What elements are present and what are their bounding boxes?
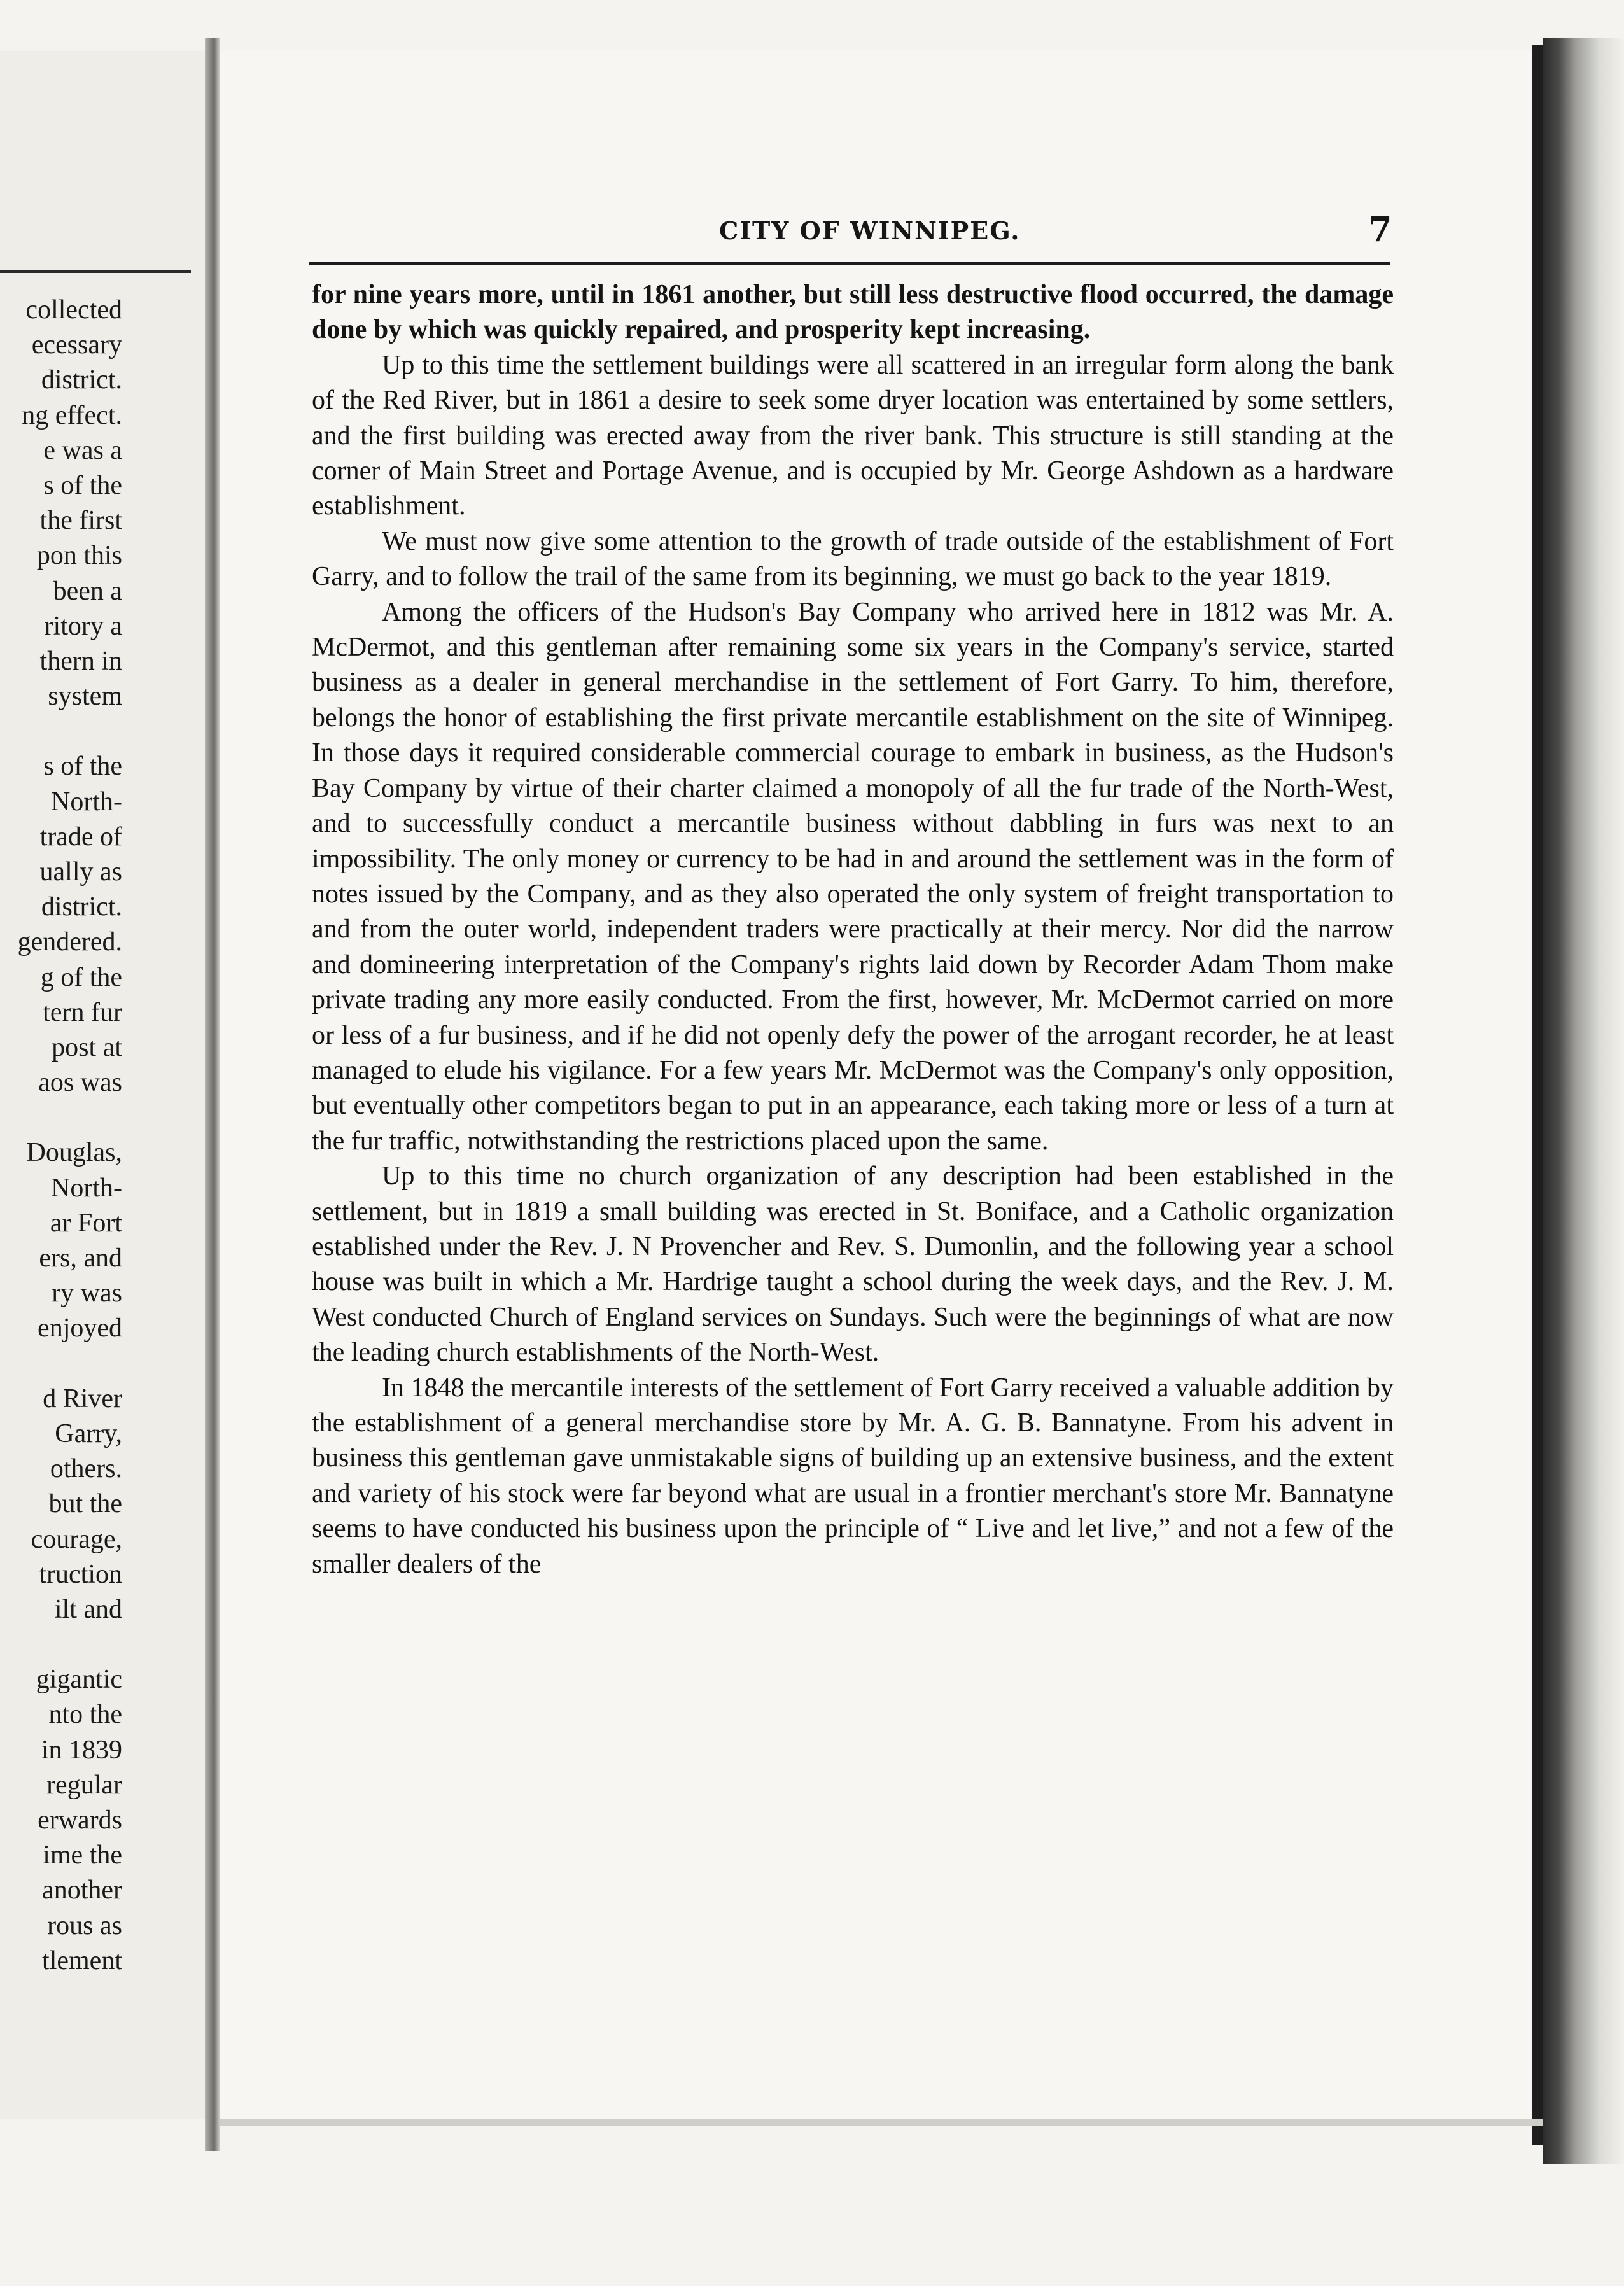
page-gutter-shadow [205, 38, 220, 2151]
previous-page-line: Douglas, [26, 1138, 122, 1168]
previous-page-text-fragments [0, 293, 122, 1979]
previous-page-line: d River [43, 1384, 122, 1413]
previous-page-line: district. [41, 365, 122, 395]
previous-page-line: nto the [48, 1700, 122, 1730]
previous-page-line: others. [50, 1454, 122, 1484]
previous-page-line: ecessary [31, 330, 122, 360]
previous-page-line: enjoyed [38, 1314, 122, 1343]
paragraph: Up to this time the settlement buildings were all scattered in an irregular form along the bank of the Red River, but in 1861 a desire to seek some dryer location was entertained by some settlers, and the first building was erected away from the river bank. This structure is still standing at the corner of Main Street and Portage Avenue, and is occupied by Mr. George Ashdown as a hardware establishment. [312, 350, 1394, 521]
previous-page-line: trade of [39, 822, 122, 852]
previous-page-line: truction [39, 1559, 122, 1589]
paragraph: Up to this time no church organization of any description had been established in the settlement, but in 1819 a small building was erected in St. Boniface, and a Catholic organization established under the Rev. J. N Provencher and Rev. S. Dumonlin, and the following year a school house was built in which a Mr. Hardrige taught a school during the week days, and the Rev. J. M. West conducted Church of England services on Sundays. Such were the beginnings of what are now the leading church establishments of the North-West. [312, 1161, 1394, 1368]
paragraph: Among the officers of the Hudson's Bay Company who arrived here in 1812 was Mr. A. McDermot, and this gentleman after remaining some six years in the Company's service, started business as a dealer in general merchandise in the settlement of Fort Garry. To him, therefore, belongs the honor of establishing the first private mercantile establishment on the site of Winnipeg. In those days it required considerable commercial courage to embark in business, as the Hudson's Bay Company by virtue of their charter claimed a monopoly of all the fur trade of the North-West, and to successfully conduct a mercantile business without dabbling in furs was next to an impossibility. The only money or currency to be had in and around the settlement was in the form of notes issued by the Company, and as they also operated the only system of freight transportation to and from the outer world, independent traders were practically at their mercy. Nor did the narrow and domineering interpretation of the Company's rights laid down by Recorder Adam Thom make private trading any more easily conducted. From the first, however, Mr. McDermot carried on more or less of a fur business, and if he did not openly defy the power of the arrogant recorder, he at least managed to elude his vigilance. For a few years Mr. McDermot was the Company's only opposition, but eventually other competitors began to put in an appearance, each taking more or less of a turn at the fur traffic, notwithstanding the restrictions placed upon the same. [312, 597, 1394, 1156]
previous-page-line: post at [52, 1033, 122, 1063]
page-bottom-shadow [220, 2119, 1543, 2126]
previous-page-line: g of the [40, 962, 122, 992]
body-text [312, 277, 1394, 1582]
previous-page-line: district. [41, 892, 122, 922]
previous-page-line [0, 1627, 122, 1662]
previous-page-line: s of the [43, 752, 122, 782]
previous-page-line: ritory a [44, 611, 122, 641]
previous-page-line: North- [51, 1173, 122, 1203]
previous-page-line: gigantic [36, 1665, 122, 1695]
previous-page-line: tern fur [43, 997, 122, 1027]
previous-page-strip [0, 51, 205, 2119]
previous-page-line: system [48, 682, 122, 712]
previous-page-line: ry was [52, 1279, 122, 1308]
previous-page-line: s of the [43, 471, 122, 501]
previous-page-line: collected [25, 295, 122, 325]
paragraph-continued: for nine years more, until in 1861 another, but still less destructive flood occurred, the damage done by which was quickly repaired, and prosperity kept increasing. [312, 280, 1394, 345]
next-page-edge [1543, 38, 1624, 2164]
previous-page-line [0, 1347, 122, 1382]
previous-page-line: courage, [31, 1524, 122, 1554]
previous-page-head-rule [0, 270, 191, 273]
previous-page-line: pon this [36, 541, 122, 571]
page-number: 7 [1368, 209, 1392, 249]
previous-page-line: gendered. [17, 927, 122, 957]
previous-page-line: regular [46, 1770, 122, 1800]
previous-page-line: ilt and [54, 1594, 122, 1624]
previous-page-line: tlement [42, 1946, 122, 1975]
previous-page-line: ually as [39, 857, 122, 887]
previous-page-line: ers, and [39, 1244, 122, 1273]
running-head: CITY OF WINNIPEG. [719, 216, 1021, 245]
previous-page-line: Garry, [55, 1419, 122, 1448]
previous-page-line: the first [39, 506, 122, 536]
previous-page-line [0, 714, 122, 749]
previous-page-line: e was a [43, 435, 122, 465]
previous-page-line: been a [53, 576, 122, 606]
previous-page-line: thern in [39, 647, 122, 677]
previous-page-line: ime the [43, 1841, 122, 1870]
previous-page-line: erwards [38, 1805, 122, 1835]
paragraph: In 1848 the mercantile interests of the settlement of Fort Garry received a valuable addition by the establishment of a general merchandise store by Mr. A. G. B. Bannatyne. From his advent in business this gentleman gave unmistakable signs of building up an extensive business, and the extent and variety of his stock were far beyond what are usual in a frontier merchant's store Mr. Bannatyne seems to have conducted his business upon the principle of “ Live and let live,” and not a few of the smaller dealers of the [312, 1373, 1394, 1579]
previous-page-line: ng effect. [22, 400, 122, 430]
previous-page-line: rous as [47, 1911, 122, 1940]
paragraph: We must now give some attention to the growth of trade outside of the establishment of Fort Garry, and to follow the trail of the same from its beginning, we must go back to the year 1819. [312, 526, 1394, 592]
head-rule [309, 262, 1390, 265]
previous-page-line: another [42, 1876, 122, 1905]
previous-page-line: North- [51, 787, 122, 817]
previous-page-line: aos was [38, 1068, 122, 1098]
previous-page-line: in 1839 [41, 1735, 122, 1765]
previous-page-line [0, 1100, 122, 1135]
previous-page-line: but the [48, 1489, 122, 1519]
previous-page-line: ar Fort [50, 1208, 122, 1238]
